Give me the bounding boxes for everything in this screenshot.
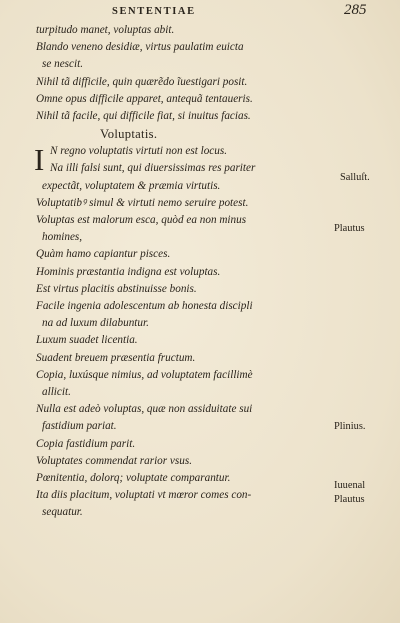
- text-line: Blando veneno desidiæ, virtus paulatim euicta: [36, 41, 244, 54]
- text-line: Est virtus placitis abstinuisse bonis.: [36, 282, 197, 295]
- page-number: 285: [344, 2, 367, 18]
- text-line: Hominis præstantia indigna est voluptas.: [36, 265, 221, 278]
- margin-note-sallust: Salluſt.: [340, 172, 370, 183]
- text-line: Nihil tã difficile, quin quærẽdo ĩuestigari posit.: [36, 75, 248, 88]
- margin-note-plautus: Plautus: [334, 223, 365, 234]
- text-line: se nescit.: [42, 58, 84, 71]
- text-line: Voluptas est malorum esca, quòd ea non minus: [36, 214, 247, 227]
- text-line: turpitudo manet, voluptas abit.: [36, 24, 175, 36]
- text-line: expectãt, voluptatem & præmia virtutis.: [42, 179, 221, 192]
- text-block: [36, 22, 332, 522]
- margin-note-plinius: Plinius.: [334, 421, 366, 432]
- text-line: fastidium pariat.: [42, 420, 117, 433]
- text-line: Nulla est adeò voluptas, quæ non assiduitate sui: [36, 403, 253, 416]
- text-line: allicit.: [42, 386, 71, 399]
- text-line: Luxum suadet licentia.: [36, 334, 138, 347]
- text-line: Copia fastidium parit.: [36, 437, 136, 450]
- text-line: Omne opus difficile apparet, antequã tentaueris.: [36, 92, 253, 105]
- text-line: homines,: [42, 231, 83, 244]
- text-line: Ita diis placitum, voluptati vt mœror comes con-: [36, 489, 252, 502]
- margin-note-plautus: Plautus: [334, 494, 365, 505]
- text-line: Nihil tã facile, qui difficile fiat, si inuitus facias.: [36, 110, 251, 123]
- text-line: sequatur.: [42, 506, 83, 519]
- text-line: Pœnitentia, dolorq; voluptate comparantur.: [36, 472, 231, 485]
- text-line: Facile ingenia adolescentum ab honesta discipli: [36, 300, 253, 313]
- text-line: Na illi falsi sunt, qui diuersissimas res pariter: [50, 162, 256, 175]
- text-line: Copia, luxúsque nimius, ad voluptatem facillimè: [36, 368, 253, 381]
- text-line: Suadent breuem præsentia fructum.: [36, 351, 196, 364]
- text-line-content: N regno voluptatis virtuti non est locus.: [50, 145, 228, 158]
- text-line: Voluptatibꝰ simul & virtuti nemo seruire potest.: [36, 196, 249, 209]
- margin-note-iuuenal: Iuuenal: [334, 480, 366, 491]
- text-line: na ad luxum dilabuntur.: [42, 317, 149, 330]
- running-head: SENTENTIAE: [112, 6, 196, 17]
- section-heading: Voluptatis.: [100, 127, 158, 142]
- text-line: Quàm hamo capiantur pisces.: [36, 248, 171, 261]
- drop-cap: I: [34, 142, 45, 178]
- text-line: Voluptates commendat rarior vsus.: [36, 454, 192, 467]
